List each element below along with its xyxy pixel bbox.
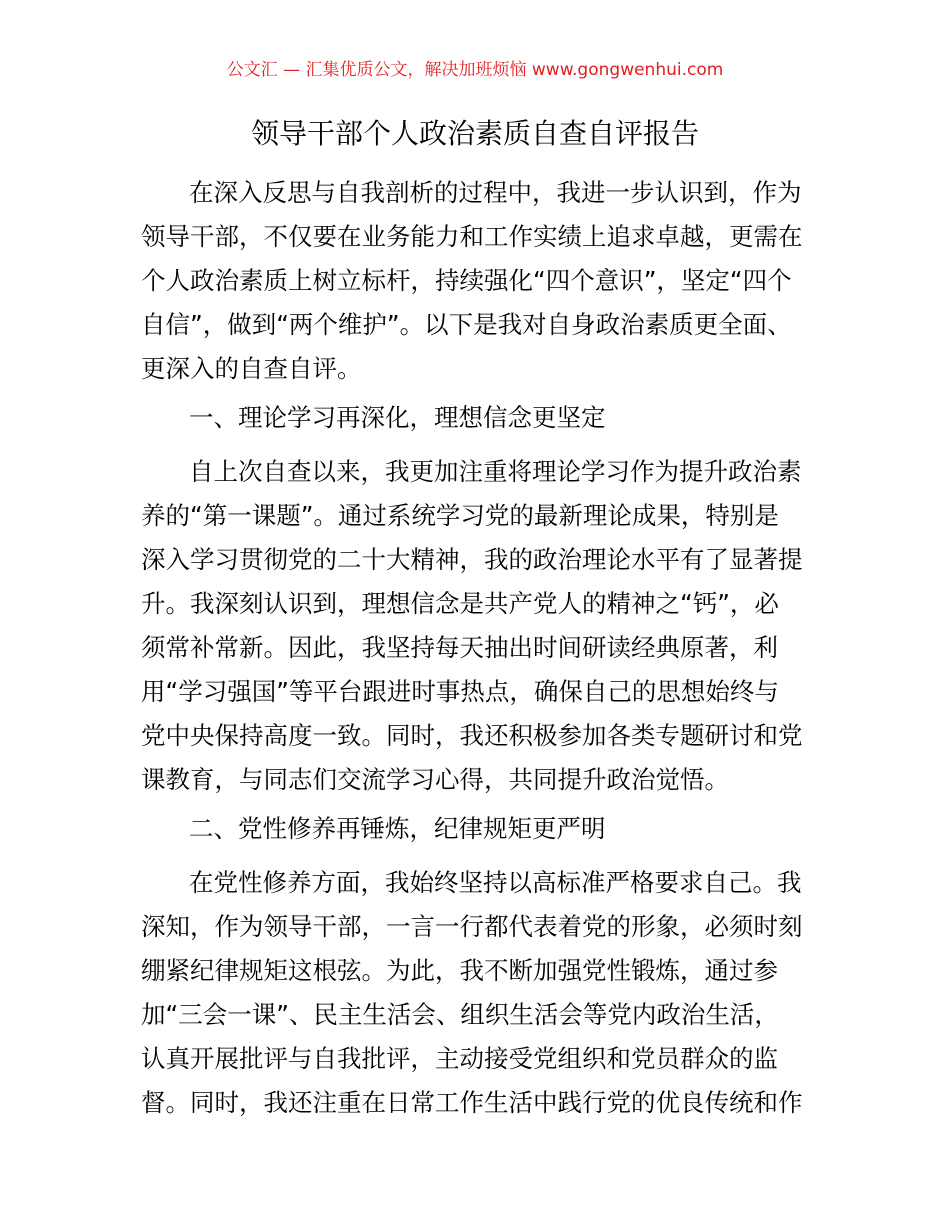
paragraph-line: 个人政治素质上树立标杆，持续强化“四个意识”，坚定“四个 (141, 266, 792, 295)
paragraph-line: 课教育，与同志们交流学习心得，共同提升政治觉悟。 (141, 765, 729, 794)
paragraph-line: 养的“第一课题”。通过系统学习党的最新理论成果，特别是 (141, 501, 779, 530)
paragraph-line: 督。同时，我还注重在日常工作生活中践行党的优良传统和作 (141, 1088, 803, 1117)
section-heading: 一、理论学习再深化，理想信念更坚定 (189, 403, 606, 432)
section-heading: 二、党性修养再锤炼，纪律规矩更严明 (189, 814, 606, 843)
paragraph-line: 深知，作为领导干部，一言一行都代表着党的形象，必须时刻 (141, 912, 803, 941)
paragraph-line: 更深入的自查自评。 (141, 354, 362, 383)
paragraph-line: 自上次自查以来，我更加注重将理论学习作为提升政治素 (189, 457, 802, 486)
paragraph-line: 认真开展批评与自我批评，主动接受党组织和党员群众的监 (141, 1044, 778, 1073)
site-banner: 公文汇 — 汇集优质公文，解决加班烦恼 www.gongwenhui.com (226, 60, 724, 80)
paragraph-line: 自信”，做到“两个维护”。以下是我对自身政治素质更全面、 (141, 310, 792, 339)
paragraph-line: 在党性修养方面，我始终坚持以高标准严格要求自己。我 (189, 868, 802, 897)
paragraph-line: 升。我深刻认识到，理想信念是共产党人的精神之“钙”，必 (141, 589, 779, 618)
paragraph-line: 须常补常新。因此，我坚持每天抽出时间研读经典原著，利 (141, 633, 778, 662)
paragraph-line: 党中央保持高度一致。同时，我还积极参加各类专题研讨和党 (141, 721, 803, 750)
document-title: 领导干部个人政治素质自查自评报告 (250, 117, 699, 150)
paragraph-line: 绷紧纪律规矩这根弦。为此，我不断加强党性锻炼，通过参 (141, 956, 778, 985)
paragraph-line: 用“学习强国”等平台跟进时事热点，确保自己的思想始终与 (141, 677, 779, 706)
paragraph-line: 在深入反思与自我剖析的过程中，我进一步认识到，作为 (189, 178, 802, 207)
paragraph-line: 领导干部，不仅要在业务能力和工作实绩上追求卓越，更需在 (141, 222, 803, 251)
paragraph-line: 加“三会一课”、民主生活会、组织生活会等党内政治生活， (141, 1000, 779, 1029)
paragraph-line: 深入学习贯彻党的二十大精神，我的政治理论水平有了显著提 (141, 545, 803, 574)
